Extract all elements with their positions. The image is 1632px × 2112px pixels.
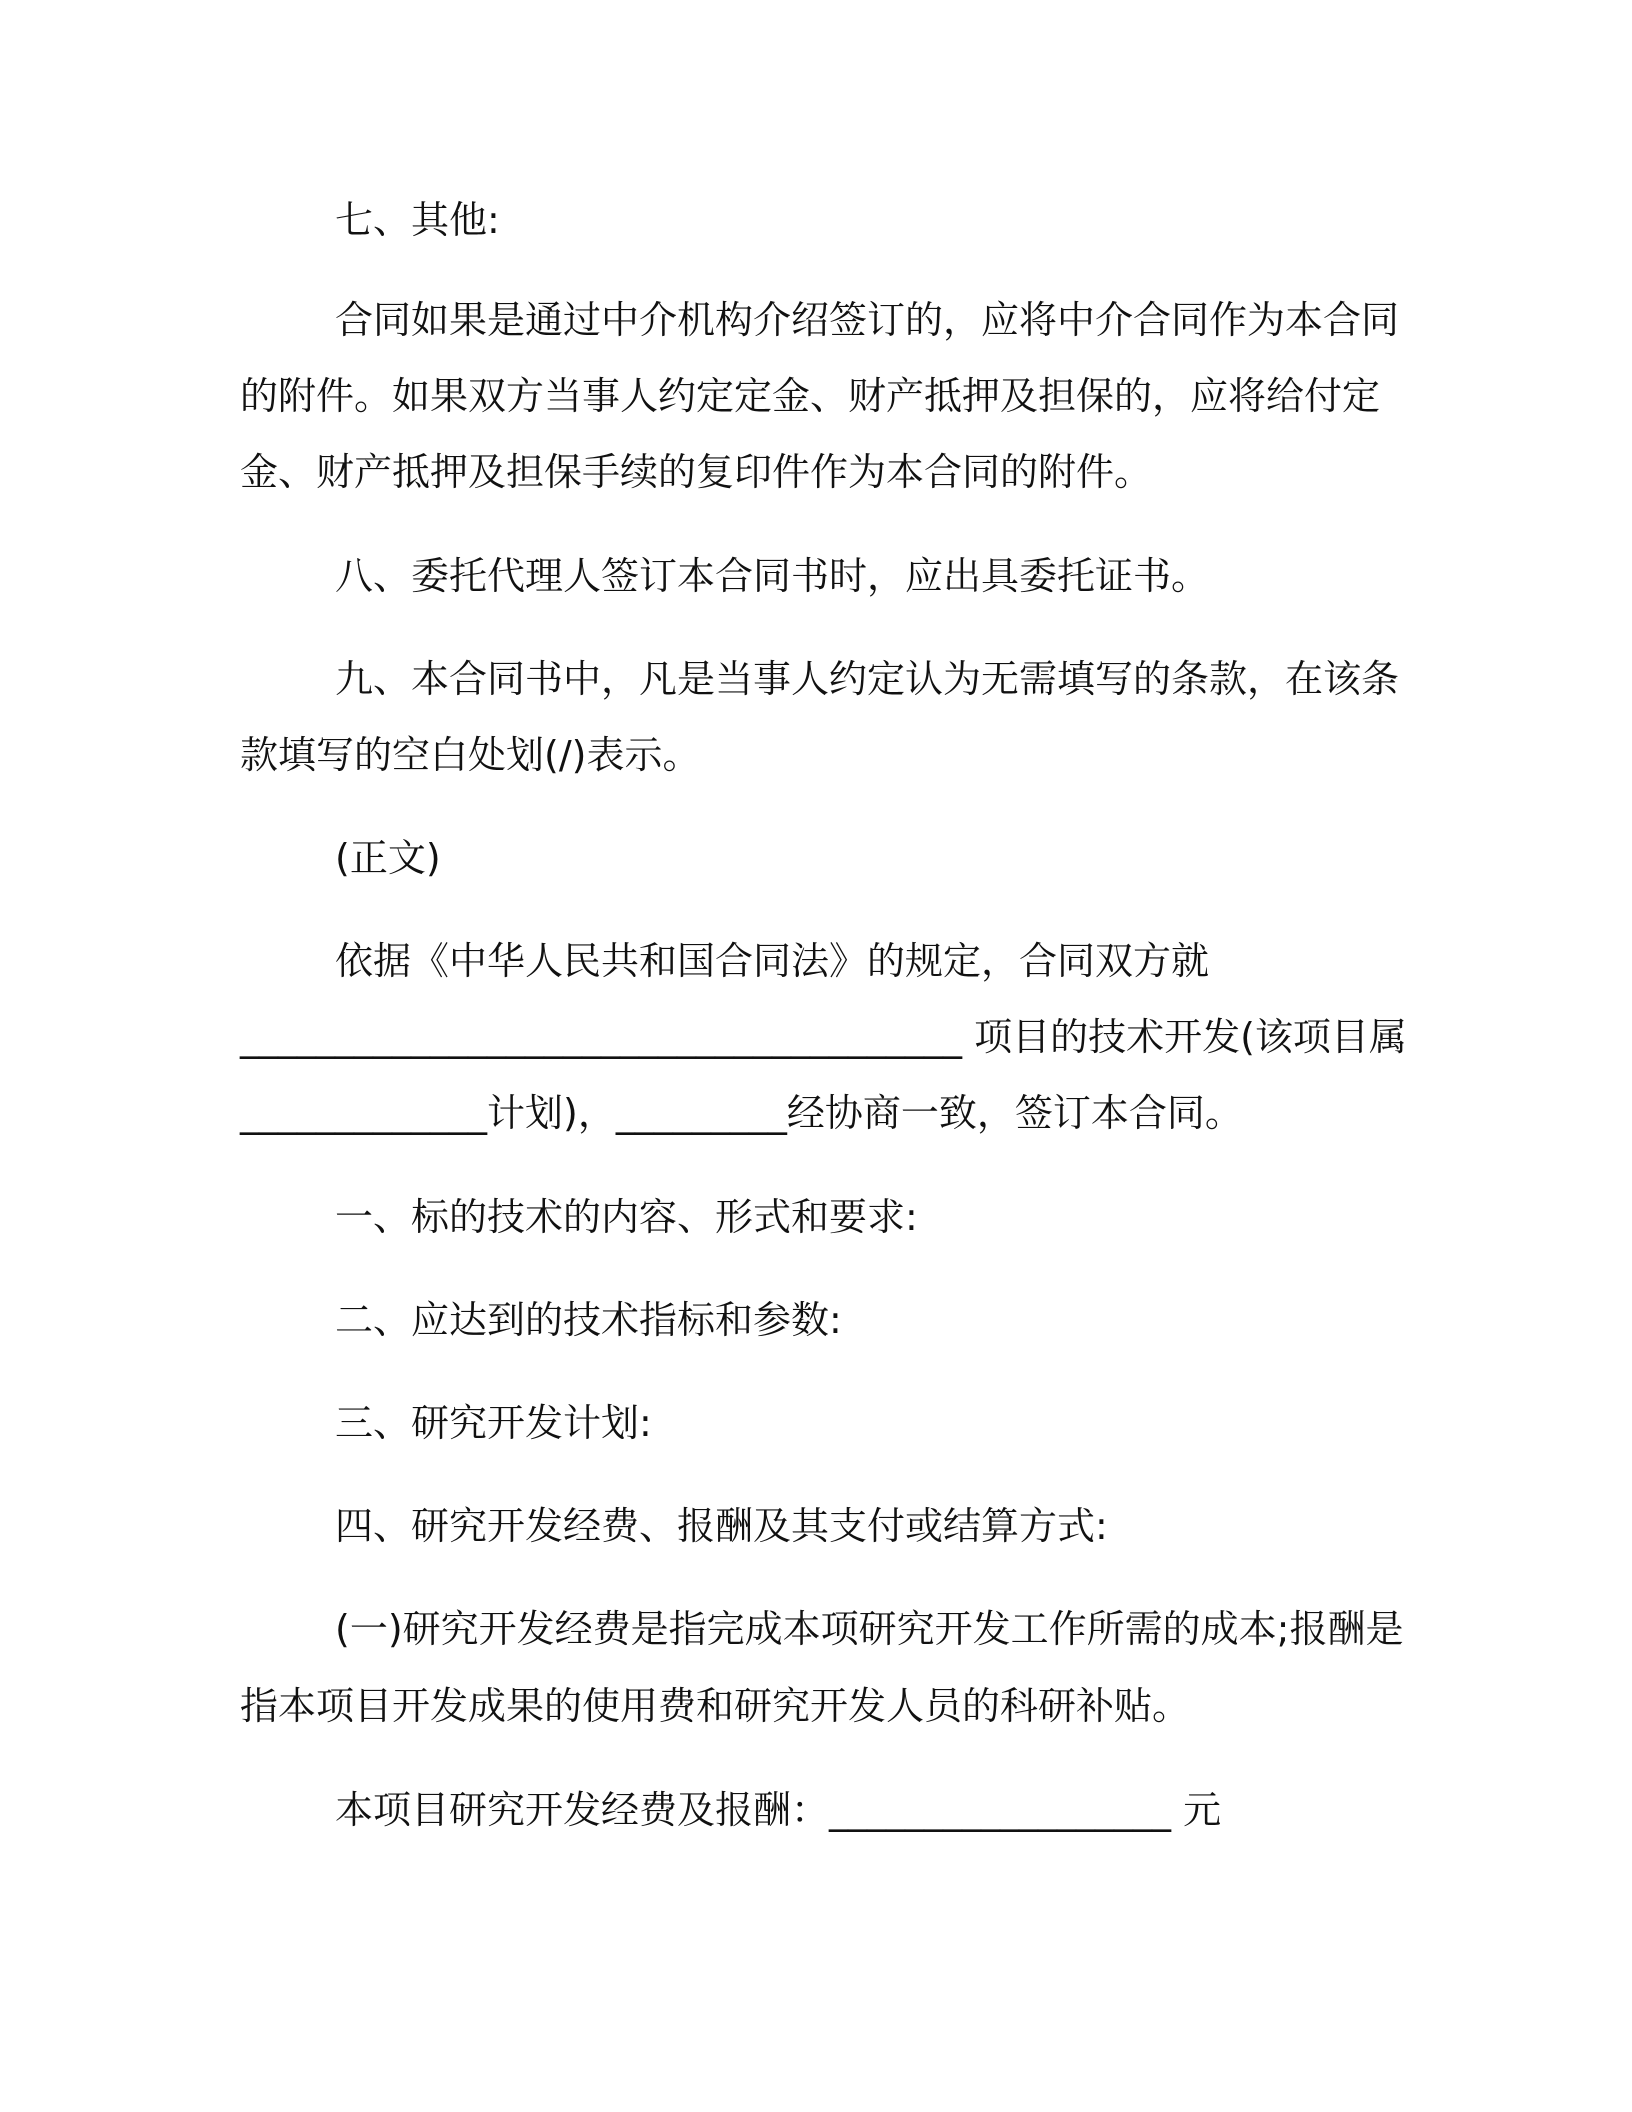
paragraph-line: 金、财产抵押及担保手续的复印件作为本合同的附件。 bbox=[240, 450, 1153, 494]
section-7-heading: 七、其他: bbox=[335, 198, 500, 242]
section-9-line: 九、本合同书中，凡是当事人约定认为无需填写的条款，在该条 bbox=[335, 657, 1400, 701]
preamble-line: _____________计划)，_________经协商一致，签订本合同。 bbox=[240, 1091, 1243, 1135]
fee-amount-line: 本项目研究开发经费及报酬：__________________ 元 bbox=[335, 1788, 1222, 1832]
section-2-heading: 二、应达到的技术指标和参数: bbox=[335, 1298, 842, 1342]
clause-1-line: (一)研究开发经费是指完成本项研究开发工作所需的成本;报酬是 bbox=[335, 1607, 1404, 1651]
body-marker: (正文) bbox=[335, 836, 441, 880]
paragraph-line: 合同如果是通过中介机构介绍签订的，应将中介合同作为本合同 bbox=[335, 298, 1400, 342]
paragraph-line: 的附件。如果双方当事人约定定金、财产抵押及担保的，应将给付定 bbox=[240, 374, 1381, 418]
section-9-line: 款填写的空白处划(/)表示。 bbox=[240, 733, 701, 777]
preamble-line: ______________________________________ 项目的技术开发(该项目属 bbox=[240, 1015, 1407, 1059]
preamble-line: 依据《中华人民共和国合同法》的规定，合同双方就 bbox=[335, 939, 1210, 983]
section-1-heading: 一、标的技术的内容、形式和要求: bbox=[335, 1195, 918, 1239]
clause-1-line: 指本项目开发成果的使用费和研究开发人员的科研补贴。 bbox=[240, 1684, 1191, 1728]
section-3-heading: 三、研究开发计划: bbox=[335, 1401, 652, 1445]
section-8-paragraph: 八、委托代理人签订本合同书时，应出具委托证书。 bbox=[335, 554, 1210, 598]
section-4-heading: 四、研究开发经费、报酬及其支付或结算方式: bbox=[335, 1504, 1108, 1548]
